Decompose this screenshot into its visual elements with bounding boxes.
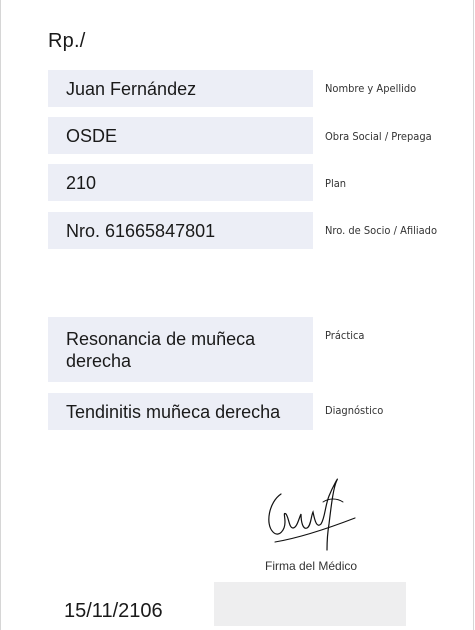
rp-heading: Rp./ xyxy=(48,30,86,52)
insurance-label: Obra Social / Prepaga xyxy=(325,130,432,143)
prescription-date: 15/11/2106 xyxy=(64,600,163,622)
doctor-stamp-box xyxy=(214,582,406,626)
diagnosis-field: Tendinitis muñeca derecha xyxy=(48,393,313,430)
practice-label: Práctica xyxy=(325,329,365,342)
practice-field: Resonancia de muñeca derecha xyxy=(48,317,313,382)
signature-label: Firma del Médico xyxy=(265,559,358,573)
insurance-field: OSDE xyxy=(48,117,313,154)
member-number-label: Nro. de Socio / Afiliado xyxy=(325,224,437,237)
diagnosis-label: Diagnóstico xyxy=(325,404,384,417)
signature-icon xyxy=(259,472,359,554)
plan-field: 210 xyxy=(48,164,313,201)
patient-name-label: Nombre y Apellido xyxy=(325,82,417,95)
patient-name-field: Juan Fernández xyxy=(48,70,313,107)
plan-label: Plan xyxy=(325,177,347,190)
member-number-field: Nro. 61665847801 xyxy=(48,212,313,249)
